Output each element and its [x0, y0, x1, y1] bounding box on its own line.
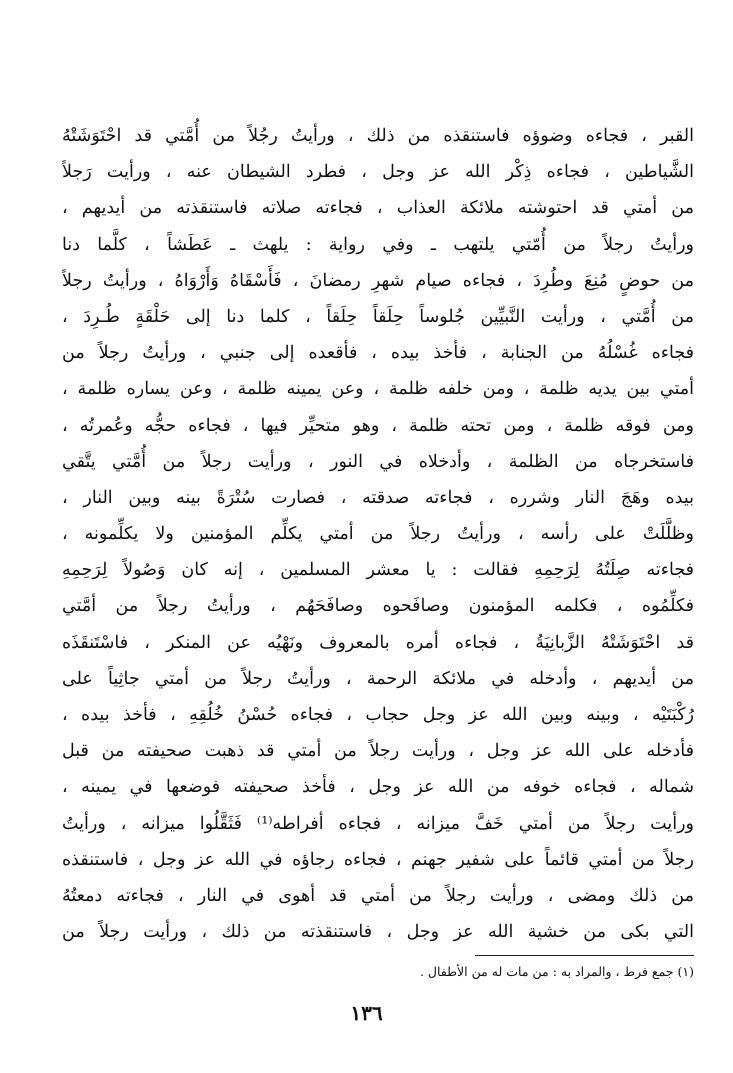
text-line: فجاءته صِلَتُهُ لِرَحِمِهِ فقالت : يا معشر المسلمين ، إنه كان وَصُولاً لِرَحِمِهِ — [62, 560, 694, 581]
text-line: رُكْبَتَيْه ، وبينه وبين الله عز وجل حجاب ، فجاءه حُسْنُ خُلُقِهِ ، فأخذ بيده ، — [62, 705, 694, 725]
text-line: أمتي بين يديه ظلمة ، ومن خلفه ظلمة ، وعن يمينه ظلمة ، وعن يساره ظلمة ، — [62, 379, 694, 400]
text-line: الشَّياطين ، فجاءه ذِكْر الله عز وجل ، فطرد الشيطان عنه ، ورأيت رَجلاً — [62, 162, 694, 183]
text-line: ورأيت رجلاً من أمتي خَفَّ ميزانه ، فجاءه أفراطه⁽¹⁾ فَثَقَّلُوا ميزانه ، ورأيتُ — [62, 813, 694, 834]
text-line: ومن فوقه ظلمة ، ومن تحته ظلمة ، وهو متحيِّر فيها ، فجاءه حجُّه وعُمرتُه ، — [62, 415, 694, 436]
page-number: ١٣٦ — [350, 1001, 383, 1025]
text-line: قد احْتَوَشَتْهُ الزَّبانِيَةُ ، فجاءه أمره بالمعروف ونَهْيُه عن المنكر ، فاسْتَنقَذَه — [62, 632, 694, 653]
body-text — [62, 118, 694, 950]
text-line: فكلِّمُوه ، فكلمه المؤمنون وصافَحوه وصافَحَهُم ، ورأيتُ رجلاً من أمَّتي — [62, 596, 694, 617]
text-line: بيده وهَجَ النار وشرره ، فجاءته صدقته ، فصارت سُتْرَةً بينه وبين النار ، — [62, 487, 694, 508]
text-line: من أمتي قد احتوشته ملائكة العذاب ، فجاءته صلاته فاستنقذته من أيديهم ، — [62, 198, 694, 219]
footnote-divider — [475, 955, 694, 956]
text-line: التي بكى من خشية الله عز وجل ، فاستنقذته من ذلك ، ورأيت رجلاً من — [62, 922, 694, 943]
text-line: من أيديهم ، وأدخله في ملائكة الرحمة ، ورأيتُ رجلاً من أمتي جاثِياً على — [62, 668, 694, 689]
text-line: القبر ، فجاءه وضوؤه فاستنقذه من ذلك ، ورأيتُ رجُلاً من أُمَّتي قد احْتَوَشَتْهُ — [62, 126, 694, 146]
text-line: فجاءه غُسْلُهُ من الجنابة ، فأخذ بيده ، فأقعده إلى جنبي ، ورأيتُ رجلاً من — [62, 343, 694, 364]
text-line: ورأيتُ رجلاً من أُمّتي يلتهب ـ وفي رواية : يلهث ـ عَطَشاً ، كلَّما دنا — [62, 234, 694, 255]
text-line: من أُمَّتي ، ورأيت النَّبيِّين جُلوساً حِلَقاً حِلَقاً ، كلما دنا إلى حَلْقَةٍ طُـرِدَ ، — [62, 306, 694, 327]
text-line: وظلَّلَتْ على رأسه ، ورأيتُ رجلاً من أمتي يكلِّم المؤمنين ولا يكلِّمونه ، — [62, 524, 694, 545]
text-line: فاستخرجاه من الظلمة ، وأدخلاه في النور ، ورأيت رجلاً من أُمَّتي يتَّقي — [62, 451, 694, 472]
text-line: من حوضٍ مُنِعَ وطُرِدَ ، فجاءه صيام شهرِ رمضانَ ، فَأَسْقَاهُ وَأَرْوَاهُ ، ورأيتُ رجلاً — [62, 270, 694, 291]
text-line: من ذلك ومضى ، ورأيت رجلاً من أمتي قد أهوى في النار ، فجاءته دمعتُهُ — [62, 885, 694, 906]
text-line: رجلاً من أمتي قائماً على شفير جهنم ، فجاءه رجاؤه في الله عز وجل ، فاستنقذه — [62, 849, 694, 870]
text-line: شماله ، فجاءه خوفه من الله عز وجل ، فأخذ صحيفته فوضعها في يمينه ، — [62, 777, 694, 798]
text-line: فأدخله على الله عز وجل ، ورأيت رجلاً من أمتي قد ذهبت صحيفته من قبل — [62, 741, 694, 762]
footnote: (١) جمع فرط ، والمراد به : من مات له من الأطفال . — [419, 964, 694, 979]
